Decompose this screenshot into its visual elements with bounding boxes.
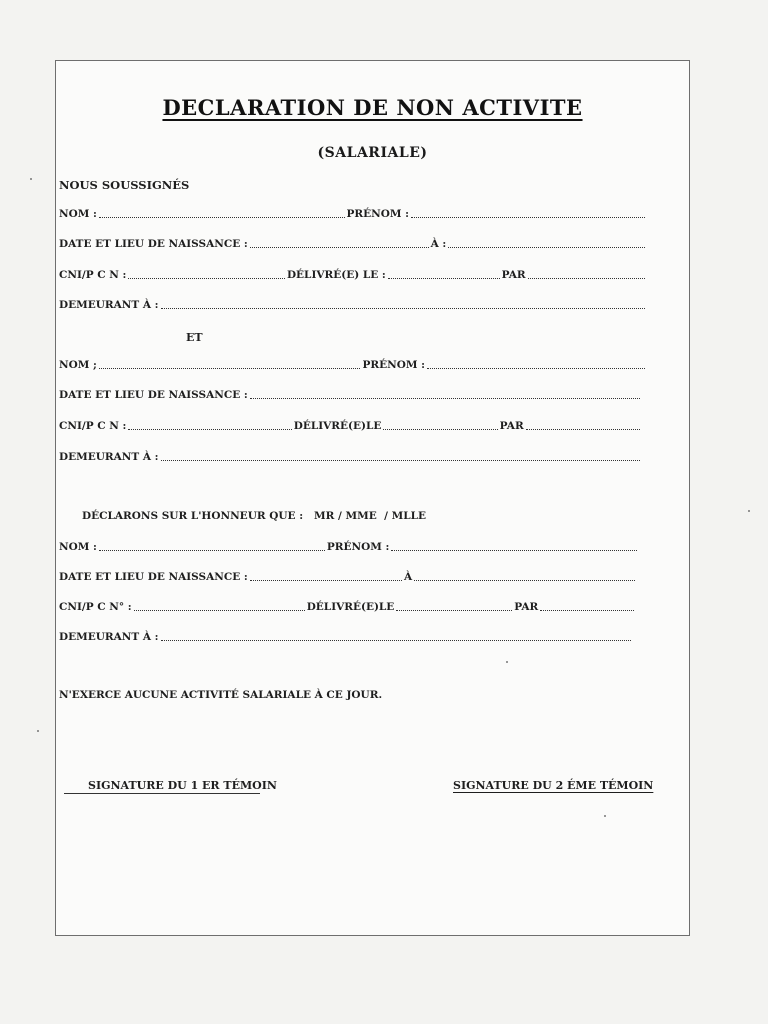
witness1-lieu-field[interactable] xyxy=(448,247,645,248)
witness2-par-field[interactable] xyxy=(526,429,640,430)
subject-cni-line xyxy=(59,601,636,613)
witness1-delivre-field[interactable] xyxy=(388,278,500,279)
subject-naissance-label: DATE ET LIEU DE NAISSANCE : xyxy=(59,571,248,583)
witness2-address-line xyxy=(59,451,642,463)
subject-cni-field[interactable] xyxy=(134,610,305,611)
witness1-naissance-field[interactable] xyxy=(250,247,429,248)
scan-speck xyxy=(506,661,508,663)
document-subtitle: (SALARIALE) xyxy=(317,145,428,161)
conjunction-text: ET xyxy=(186,331,203,344)
subject-demeurant-label: DEMEURANT À : xyxy=(59,631,159,643)
witness2-naissance-field[interactable] xyxy=(250,398,640,399)
scan-speck xyxy=(30,178,32,180)
declaration-text: DÉCLARONS SUR L'HONNEUR QUE : MR / MME / MLLE xyxy=(82,510,426,522)
witness2-cni-label: CNI/P C N : xyxy=(59,420,127,432)
statement-text: N'EXERCE AUCUNE ACTIVITÉ SALARIALE À CE JOUR. xyxy=(59,689,383,701)
witness2-delivre-field[interactable] xyxy=(383,429,497,430)
witness1-name-line xyxy=(59,208,647,220)
scan-speck xyxy=(604,815,606,817)
subject-prenom-label: PRÉNOM : xyxy=(326,541,390,553)
subject-par-field[interactable] xyxy=(540,610,634,611)
witness1-prenom-field[interactable] xyxy=(411,217,645,218)
witness2-nom-field[interactable] xyxy=(99,368,361,369)
witness1-prenom-label: PRÉNOM : xyxy=(346,208,410,220)
witness2-cni-field[interactable] xyxy=(128,429,291,430)
witness1-demeurant-label: DEMEURANT À : xyxy=(59,299,159,311)
witness1-address-line xyxy=(59,299,647,311)
subject-address-line xyxy=(59,631,633,643)
witness2-delivre-label: DÉLIVRÉ(E)LE xyxy=(293,420,382,432)
witness1-demeurant-field[interactable] xyxy=(161,308,645,309)
subject-delivre-label: DÉLIVRÉ(E)LE xyxy=(306,601,395,613)
subject-delivre-field[interactable] xyxy=(396,610,512,611)
witness2-prenom-field[interactable] xyxy=(427,368,645,369)
witness1-birth-line xyxy=(59,238,647,250)
witness2-demeurant-field[interactable] xyxy=(161,460,640,461)
scan-speck xyxy=(748,510,750,512)
witness1-cni-label: CNI/P C N : xyxy=(59,269,127,281)
witness1-a-label: À : xyxy=(430,238,447,250)
witness1-cni-field[interactable] xyxy=(128,278,285,279)
subject-prenom-field[interactable] xyxy=(391,550,637,551)
witness2-cni-line xyxy=(59,420,642,432)
subject-birth-line xyxy=(59,571,637,583)
signature-witness2-label: SIGNATURE DU 2 ÉME TÉMOIN xyxy=(453,779,654,792)
form-sheet xyxy=(55,60,690,936)
witness1-par-label: PAR xyxy=(501,269,526,281)
subject-demeurant-field[interactable] xyxy=(161,640,631,641)
witness1-nom-label: NOM : xyxy=(59,208,97,220)
subject-nom-field[interactable] xyxy=(99,550,325,551)
witness2-demeurant-label: DEMEURANT À : xyxy=(59,451,159,463)
subject-naissance-field[interactable] xyxy=(250,580,402,581)
witness2-naissance-label: DATE ET LIEU DE NAISSANCE : xyxy=(59,389,248,401)
witness2-par-label: PAR xyxy=(499,420,524,432)
subject-nom-label: NOM : xyxy=(59,541,97,553)
witness2-nom-label: NOM ; xyxy=(59,359,97,371)
document-title: DECLARATION DE NON ACTIVITE xyxy=(162,95,583,120)
witness2-birth-line xyxy=(59,389,642,401)
witness2-prenom-label: PRÉNOM : xyxy=(362,359,426,371)
signature-witness1-underline xyxy=(64,793,260,794)
witness1-cni-line xyxy=(59,269,647,281)
subject-cni-label: CNI/P C N° : xyxy=(59,601,132,613)
intro-text: NOUS SOUSSIGNÉS xyxy=(59,178,190,192)
scan-speck xyxy=(37,730,39,732)
witness1-par-field[interactable] xyxy=(528,278,645,279)
witness2-name-line xyxy=(59,359,647,371)
witness1-delivre-label: DÉLIVRÉ(E) LE : xyxy=(286,269,386,281)
subject-lieu-field[interactable] xyxy=(414,580,635,581)
subject-name-line xyxy=(59,541,639,553)
subject-a-label: À xyxy=(404,571,413,583)
subject-par-label: PAR xyxy=(514,601,539,613)
signature-witness1-label: SIGNATURE DU 1 ER TÉMOIN xyxy=(88,779,277,792)
witness1-naissance-label: DATE ET LIEU DE NAISSANCE : xyxy=(59,238,248,250)
witness1-nom-field[interactable] xyxy=(99,217,345,218)
